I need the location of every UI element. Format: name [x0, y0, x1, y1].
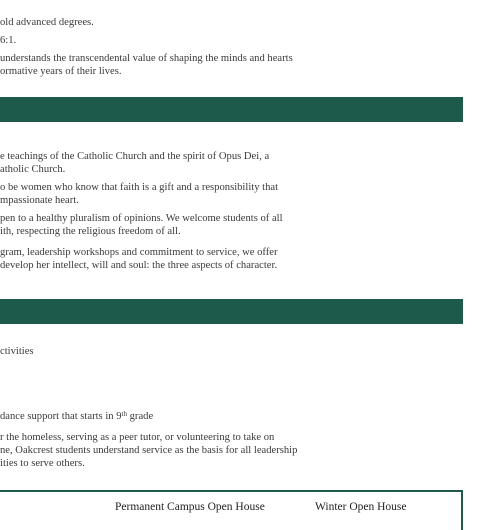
permanent-open-house-link[interactable]: Permanent Campus Open House [115, 501, 265, 513]
text-line: old advanced degrees. [0, 17, 94, 28]
text-line: develop her intellect, will and soul: the three aspects of character. [0, 260, 278, 271]
text-line: ne, Oakcrest students understand service as the basis for all leadership [0, 445, 298, 456]
winter-open-house-link[interactable]: Winter Open House [315, 501, 407, 513]
ordinal-suffix: th [121, 410, 127, 418]
text-line: pen to a healthy pluralism of opinions. We welcome students of all [0, 213, 283, 224]
text-line: ctivities [0, 346, 34, 357]
text-line: ith, respecting the religious freedom of all. [0, 226, 181, 237]
guidance-line [0, 411, 153, 423]
text-line: r the homeless, serving as a peer tutor, or volunteering to take on [0, 432, 275, 443]
text-line: ormative years of their lives. [0, 66, 122, 77]
text-line: 6:1. [0, 35, 17, 46]
section-header-band [0, 97, 463, 122]
open-house-box [0, 490, 463, 530]
text-line: atholic Church. [0, 164, 66, 175]
section-header-band [0, 299, 463, 324]
guidance-text: dance support that starts in 9 [0, 411, 122, 422]
text-line: gram, leadership workshops and commitment to service, we offer [0, 247, 278, 258]
text-line: mpassionate heart. [0, 195, 79, 206]
text-line: e teachings of the Catholic Church and the spirit of Opus Dei, a [0, 151, 270, 162]
text-line: o be women who know that faith is a gift and a responsibility that [0, 182, 279, 193]
guidance-text-end: grade [126, 411, 154, 422]
text-line: understands the transcendental value of shaping the minds and hearts [0, 53, 293, 64]
text-line: ities to serve others. [0, 458, 85, 469]
